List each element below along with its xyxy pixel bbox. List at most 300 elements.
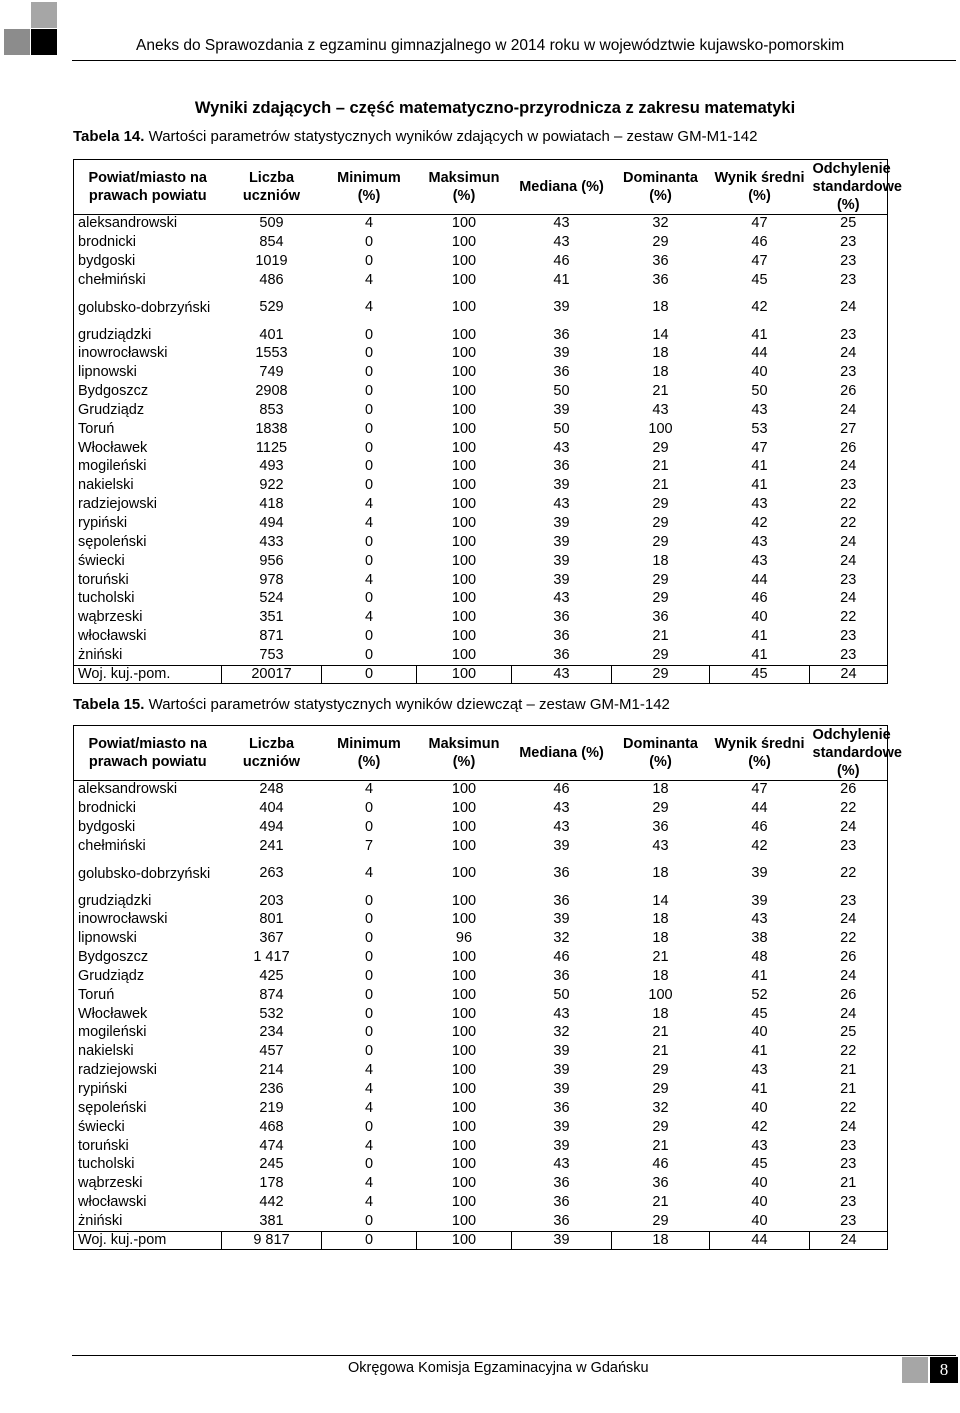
cell-mode: 29 <box>652 1080 669 1097</box>
cell-maximum: 100 <box>451 215 477 232</box>
page-number-box <box>902 1357 958 1383</box>
cell-count: 854 <box>259 234 284 251</box>
cell-maximum: 100 <box>451 439 477 456</box>
table-row <box>74 627 888 646</box>
table15-caption <box>73 696 670 713</box>
cell-district-name: świecki <box>74 1118 222 1137</box>
table-row <box>74 326 888 345</box>
total-count: 20017 <box>222 665 322 684</box>
cell-district-name: radziejowski <box>74 1061 222 1080</box>
cell-count: 474 <box>259 1137 284 1154</box>
cell-district-name: Toruń <box>74 420 222 439</box>
cell-maximum: 100 <box>451 1175 477 1192</box>
total-mode: 29 <box>612 665 710 684</box>
cell-median: 36 <box>553 458 570 475</box>
cell-median: 50 <box>553 383 570 400</box>
cell-mode: 21 <box>652 1137 669 1154</box>
cell-stddev: 23 <box>810 1137 888 1156</box>
cell-stddev: 23 <box>810 364 888 383</box>
table-row <box>74 571 888 590</box>
col-header-stddev: Odchylenie standardowe (%) <box>810 726 888 781</box>
cell-count: 956 <box>259 552 284 569</box>
cell-mode: 43 <box>652 401 669 418</box>
cell-median: 39 <box>553 401 570 418</box>
table-row <box>74 856 888 892</box>
cell-mode: 21 <box>652 458 669 475</box>
cell-stddev: 24 <box>810 1118 888 1137</box>
logo-square-dark-grey <box>4 29 30 55</box>
cell-median: 39 <box>553 477 570 494</box>
table-row <box>74 948 888 967</box>
cell-median: 36 <box>553 865 570 882</box>
col-header-count: Liczba uczniów <box>222 726 322 781</box>
cell-mean: 46 <box>751 818 768 835</box>
cell-maximum: 100 <box>451 401 477 418</box>
cell-mean: 52 <box>751 986 768 1003</box>
cell-mode: 29 <box>652 1212 669 1229</box>
cell-count: 529 <box>259 299 284 316</box>
cell-stddev: 22 <box>810 609 888 628</box>
cell-minimum: 4 <box>364 496 374 513</box>
cell-mode: 36 <box>652 818 669 835</box>
cell-mean: 40 <box>751 364 768 381</box>
cell-mode: 32 <box>652 215 669 232</box>
cell-median: 50 <box>553 986 570 1003</box>
table-row <box>74 609 888 628</box>
col-header-median: Mediana (%) <box>512 160 612 215</box>
cell-count: 425 <box>259 967 284 984</box>
cell-count: 874 <box>259 986 284 1003</box>
footer-divider <box>72 1355 956 1356</box>
cell-stddev: 26 <box>810 986 888 1005</box>
cell-mean: 45 <box>751 1005 768 1022</box>
cell-district-name: wąbrzeski <box>74 609 222 628</box>
cell-mean: 41 <box>751 967 768 984</box>
cell-stddev: 24 <box>810 967 888 986</box>
cell-mode: 29 <box>652 590 669 607</box>
table-row <box>74 495 888 514</box>
table14-caption-text: Wartości parametrów statystycznych wyników zdających w powiatach – zestaw GM-M1-142 <box>148 128 758 145</box>
cell-district-name: grudziądzki <box>74 892 222 911</box>
table-total-row <box>74 1231 888 1250</box>
total-stddev: 24 <box>810 665 888 684</box>
cell-stddev: 22 <box>810 930 888 949</box>
cell-stddev: 23 <box>810 1212 888 1231</box>
cell-minimum: 4 <box>364 215 374 232</box>
cell-minimum: 0 <box>364 1118 374 1135</box>
cell-median: 39 <box>553 533 570 550</box>
cell-stddev: 26 <box>810 781 888 800</box>
cell-count: 922 <box>259 477 284 494</box>
cell-stddev: 22 <box>810 1099 888 1118</box>
cell-maximum: 100 <box>451 458 477 475</box>
cell-maximum: 100 <box>451 1194 477 1211</box>
cell-count: 978 <box>259 571 284 588</box>
table-row <box>74 439 888 458</box>
cell-district-name: rypiński <box>74 1080 222 1099</box>
cell-stddev: 25 <box>810 1024 888 1043</box>
cell-mode: 29 <box>652 234 669 251</box>
cell-mode: 29 <box>652 571 669 588</box>
cell-median: 50 <box>553 420 570 437</box>
cell-district-name: włocławski <box>74 627 222 646</box>
cell-mode: 18 <box>652 299 669 316</box>
cell-minimum: 0 <box>364 800 374 817</box>
cell-median: 36 <box>553 609 570 626</box>
cell-mean: 43 <box>751 401 768 418</box>
cell-count: 418 <box>259 496 284 513</box>
cell-mean: 41 <box>751 1043 768 1060</box>
cell-mean: 42 <box>751 837 768 854</box>
table-row <box>74 986 888 1005</box>
cell-mean: 48 <box>751 949 768 966</box>
cell-mode: 18 <box>652 345 669 362</box>
table-total-row <box>74 665 888 684</box>
cell-mode: 14 <box>652 892 669 909</box>
cell-maximum: 100 <box>451 837 477 854</box>
cell-minimum: 0 <box>364 1156 374 1173</box>
cell-district-name: Grudziądz <box>74 401 222 420</box>
cell-stddev: 23 <box>810 477 888 496</box>
cell-minimum: 4 <box>364 781 374 798</box>
cell-stddev: 26 <box>810 382 888 401</box>
cell-stddev: 24 <box>810 401 888 420</box>
table-row <box>74 271 888 290</box>
cell-maximum: 100 <box>451 477 477 494</box>
cell-mean: 43 <box>751 1062 768 1079</box>
cell-mode: 21 <box>652 1194 669 1211</box>
cell-count: 241 <box>259 837 284 854</box>
cell-stddev: 24 <box>810 345 888 364</box>
cell-count: 853 <box>259 401 284 418</box>
cell-minimum: 0 <box>364 383 374 400</box>
table14-header-row <box>74 160 888 215</box>
cell-count: 214 <box>259 1062 284 1079</box>
col-header-district: Powiat/miasto na prawach powiatu <box>74 160 222 215</box>
cell-stddev: 24 <box>810 533 888 552</box>
cell-maximum: 96 <box>455 930 473 947</box>
table-row <box>74 1043 888 1062</box>
cell-mean: 41 <box>751 477 768 494</box>
cell-count: 1 417 <box>253 949 290 966</box>
cell-count: 749 <box>259 364 284 381</box>
cell-mode: 18 <box>652 967 669 984</box>
cell-minimum: 0 <box>364 911 374 928</box>
cell-median: 39 <box>553 1043 570 1060</box>
cell-maximum: 100 <box>451 1080 477 1097</box>
cell-count: 753 <box>259 646 284 663</box>
cell-district-name: Toruń <box>74 986 222 1005</box>
table-row <box>74 646 888 665</box>
cell-stddev: 21 <box>810 1175 888 1194</box>
cell-mode: 18 <box>652 552 669 569</box>
cell-count: 1553 <box>255 345 288 362</box>
cell-mode: 32 <box>652 1099 669 1116</box>
cell-mean: 43 <box>751 552 768 569</box>
cell-mean: 42 <box>751 514 768 531</box>
cell-district-name: mogileński <box>74 458 222 477</box>
cell-maximum: 100 <box>451 949 477 966</box>
cell-maximum: 100 <box>451 271 477 288</box>
cell-stddev: 26 <box>810 439 888 458</box>
cell-maximum: 100 <box>451 967 477 984</box>
table-row <box>74 382 888 401</box>
cell-minimum: 4 <box>364 571 374 588</box>
cell-minimum: 4 <box>364 271 374 288</box>
table-row <box>74 1175 888 1194</box>
cell-mode: 29 <box>652 1118 669 1135</box>
table-row <box>74 477 888 496</box>
cell-maximum: 100 <box>451 1043 477 1060</box>
total-mean: 44 <box>710 1231 810 1250</box>
table-row <box>74 215 888 234</box>
cell-maximum: 100 <box>451 818 477 835</box>
cell-minimum: 7 <box>364 837 374 854</box>
col-header-mode: Dominanta (%) <box>612 726 710 781</box>
cell-count: 404 <box>259 800 284 817</box>
cell-minimum: 0 <box>364 533 374 550</box>
total-median: 39 <box>512 1231 612 1250</box>
cell-maximum: 100 <box>451 514 477 531</box>
cell-stddev: 23 <box>810 1193 888 1212</box>
cell-mean: 41 <box>751 1080 768 1097</box>
cell-mean: 43 <box>751 1137 768 1154</box>
cell-mode: 14 <box>652 326 669 343</box>
table-row <box>74 1099 888 1118</box>
cell-minimum: 0 <box>364 401 374 418</box>
cell-district-name: Bydgoszcz <box>74 382 222 401</box>
cell-maximum: 100 <box>451 496 477 513</box>
cell-median: 46 <box>553 781 570 798</box>
cell-stddev: 24 <box>810 1005 888 1024</box>
cell-district-name: radziejowski <box>74 495 222 514</box>
col-header-district: Powiat/miasto na prawach powiatu <box>74 726 222 781</box>
cell-maximum: 100 <box>451 420 477 437</box>
cell-mode: 29 <box>652 514 669 531</box>
table-row <box>74 1212 888 1231</box>
cell-median: 36 <box>553 646 570 663</box>
cell-minimum: 0 <box>364 1212 374 1229</box>
cell-mean: 44 <box>751 345 768 362</box>
table14-label: Tabela 14. <box>73 128 145 145</box>
cell-median: 46 <box>553 949 570 966</box>
cell-stddev: 24 <box>810 552 888 571</box>
cell-count: 494 <box>259 514 284 531</box>
cell-minimum: 0 <box>364 477 374 494</box>
cell-median: 43 <box>553 496 570 513</box>
table-row <box>74 233 888 252</box>
cell-stddev: 26 <box>810 948 888 967</box>
cell-median: 39 <box>553 345 570 362</box>
cell-mean: 40 <box>751 1099 768 1116</box>
cell-district-name: lipnowski <box>74 930 222 949</box>
cell-mean: 43 <box>751 533 768 550</box>
table-row <box>74 1024 888 1043</box>
table15 <box>73 725 902 1250</box>
col-header-count: Liczba uczniów <box>222 160 322 215</box>
total-minimum: 0 <box>322 665 417 684</box>
cell-minimum: 0 <box>364 439 374 456</box>
table-row <box>74 345 888 364</box>
cell-mean: 47 <box>751 439 768 456</box>
cell-district-name: wąbrzeski <box>74 1175 222 1194</box>
cell-maximum: 100 <box>451 533 477 550</box>
table-row <box>74 1061 888 1080</box>
cell-mode: 21 <box>652 1024 669 1041</box>
table-row <box>74 1005 888 1024</box>
cell-stddev: 24 <box>810 290 888 326</box>
cell-stddev: 22 <box>810 799 888 818</box>
table-row <box>74 837 888 856</box>
cell-district-name: sępoleński <box>74 533 222 552</box>
footer-text: Okręgowa Komisja Egzaminacyjna w Gdańsku <box>348 1360 649 1376</box>
cell-median: 43 <box>553 800 570 817</box>
cell-mode: 21 <box>652 1043 669 1060</box>
cell-district-name: Grudziądz <box>74 967 222 986</box>
cell-mean: 43 <box>751 911 768 928</box>
cell-maximum: 100 <box>451 781 477 798</box>
cell-count: 203 <box>259 892 284 909</box>
cell-district-name: sępoleński <box>74 1099 222 1118</box>
cell-district-name: golubsko-dobrzyński <box>74 856 222 892</box>
cell-district-name: brodnicki <box>74 799 222 818</box>
total-stddev: 24 <box>810 1231 888 1250</box>
total-mode: 18 <box>612 1231 710 1250</box>
cell-mode: 18 <box>652 865 669 882</box>
cell-mode: 36 <box>652 609 669 626</box>
cell-mean: 40 <box>751 1212 768 1229</box>
cell-maximum: 100 <box>451 986 477 1003</box>
cell-district-name: brodnicki <box>74 233 222 252</box>
cell-maximum: 100 <box>451 345 477 362</box>
cell-count: 234 <box>259 1024 284 1041</box>
cell-minimum: 0 <box>364 930 374 947</box>
cell-stddev: 23 <box>810 837 888 856</box>
cell-mode: 18 <box>652 781 669 798</box>
cell-count: 457 <box>259 1043 284 1060</box>
cell-district-name: tucholski <box>74 1156 222 1175</box>
cell-maximum: 100 <box>451 911 477 928</box>
cell-minimum: 0 <box>364 1005 374 1022</box>
cell-maximum: 100 <box>451 383 477 400</box>
col-header-maximum: Maksimun (%) <box>417 726 512 781</box>
cell-stddev: 24 <box>810 818 888 837</box>
cell-district-name: inowrocławski <box>74 911 222 930</box>
cell-stddev: 27 <box>810 420 888 439</box>
cell-mean: 46 <box>751 590 768 607</box>
cell-stddev: 23 <box>810 252 888 271</box>
cell-mean: 47 <box>751 781 768 798</box>
cell-district-name: inowrocławski <box>74 345 222 364</box>
cell-district-name: rypiński <box>74 514 222 533</box>
cell-district-name: nakielski <box>74 1043 222 1062</box>
cell-minimum: 0 <box>364 252 374 269</box>
cell-mode: 29 <box>652 439 669 456</box>
cell-mode: 18 <box>652 1005 669 1022</box>
cell-count: 219 <box>259 1099 284 1116</box>
table-row <box>74 364 888 383</box>
cell-mean: 41 <box>751 458 768 475</box>
cell-median: 36 <box>553 364 570 381</box>
cell-count: 263 <box>259 865 284 882</box>
cell-stddev: 24 <box>810 590 888 609</box>
cell-median: 43 <box>553 215 570 232</box>
cell-minimum: 0 <box>364 234 374 251</box>
table-row <box>74 967 888 986</box>
cell-district-name: bydgoski <box>74 818 222 837</box>
cell-mode: 43 <box>652 837 669 854</box>
total-district-name: Woj. kuj.-pom. <box>74 665 222 684</box>
cell-count: 871 <box>259 628 284 645</box>
cell-median: 32 <box>553 930 570 947</box>
cell-median: 39 <box>553 299 570 316</box>
cell-mode: 36 <box>652 1175 669 1192</box>
table15-caption-text: Wartości parametrów statystycznych wyników dziewcząt – zestaw GM-M1-142 <box>148 696 670 713</box>
cell-stddev: 24 <box>810 458 888 477</box>
table-row <box>74 818 888 837</box>
cell-count: 801 <box>259 911 284 928</box>
cell-minimum: 0 <box>364 892 374 909</box>
cell-minimum: 4 <box>364 609 374 626</box>
cell-district-name: Włocławek <box>74 1005 222 1024</box>
cell-count: 442 <box>259 1194 284 1211</box>
cell-maximum: 100 <box>451 571 477 588</box>
cell-minimum: 4 <box>364 865 374 882</box>
cell-median: 43 <box>553 1156 570 1173</box>
cell-district-name: chełmiński <box>74 837 222 856</box>
cell-stddev: 25 <box>810 215 888 234</box>
table-row <box>74 514 888 533</box>
cell-median: 39 <box>553 1080 570 1097</box>
cell-mean: 41 <box>751 326 768 343</box>
cell-maximum: 100 <box>451 892 477 909</box>
cell-minimum: 0 <box>364 986 374 1003</box>
col-header-mean: Wynik średni (%) <box>710 160 810 215</box>
total-mean: 45 <box>710 665 810 684</box>
cell-minimum: 0 <box>364 326 374 343</box>
cell-mode: 100 <box>648 986 673 1003</box>
cell-median: 32 <box>553 1024 570 1041</box>
cell-mean: 45 <box>751 271 768 288</box>
cell-district-name: chełmiński <box>74 271 222 290</box>
cell-median: 43 <box>553 818 570 835</box>
cell-mode: 29 <box>652 646 669 663</box>
cell-maximum: 100 <box>451 364 477 381</box>
cell-district-name: golubsko-dobrzyński <box>74 290 222 326</box>
cell-maximum: 100 <box>451 865 477 882</box>
cell-minimum: 4 <box>364 1175 374 1192</box>
cell-count: 494 <box>259 818 284 835</box>
cell-district-name: bydgoski <box>74 252 222 271</box>
table14 <box>73 159 902 684</box>
cell-count: 1838 <box>255 420 288 437</box>
cell-mean: 39 <box>751 865 768 882</box>
page-header: Aneks do Sprawozdania z egzaminu gimnazjalnego w 2014 roku w województwie kujawsko-pomorskim <box>136 37 845 54</box>
cell-mean: 40 <box>751 609 768 626</box>
cell-maximum: 100 <box>451 609 477 626</box>
cell-district-name: żniński <box>74 1212 222 1231</box>
table-row <box>74 892 888 911</box>
cell-minimum: 4 <box>364 299 374 316</box>
cell-count: 381 <box>259 1212 284 1229</box>
section-title: Wyniki zdających – część matematyczno-przyrodnicza z zakresu matematyki <box>194 99 796 117</box>
cell-median: 39 <box>553 911 570 928</box>
cell-minimum: 0 <box>364 628 374 645</box>
cell-minimum: 0 <box>364 364 374 381</box>
total-maximum: 100 <box>417 665 512 684</box>
cell-mode: 18 <box>652 930 669 947</box>
cell-stddev: 23 <box>810 233 888 252</box>
